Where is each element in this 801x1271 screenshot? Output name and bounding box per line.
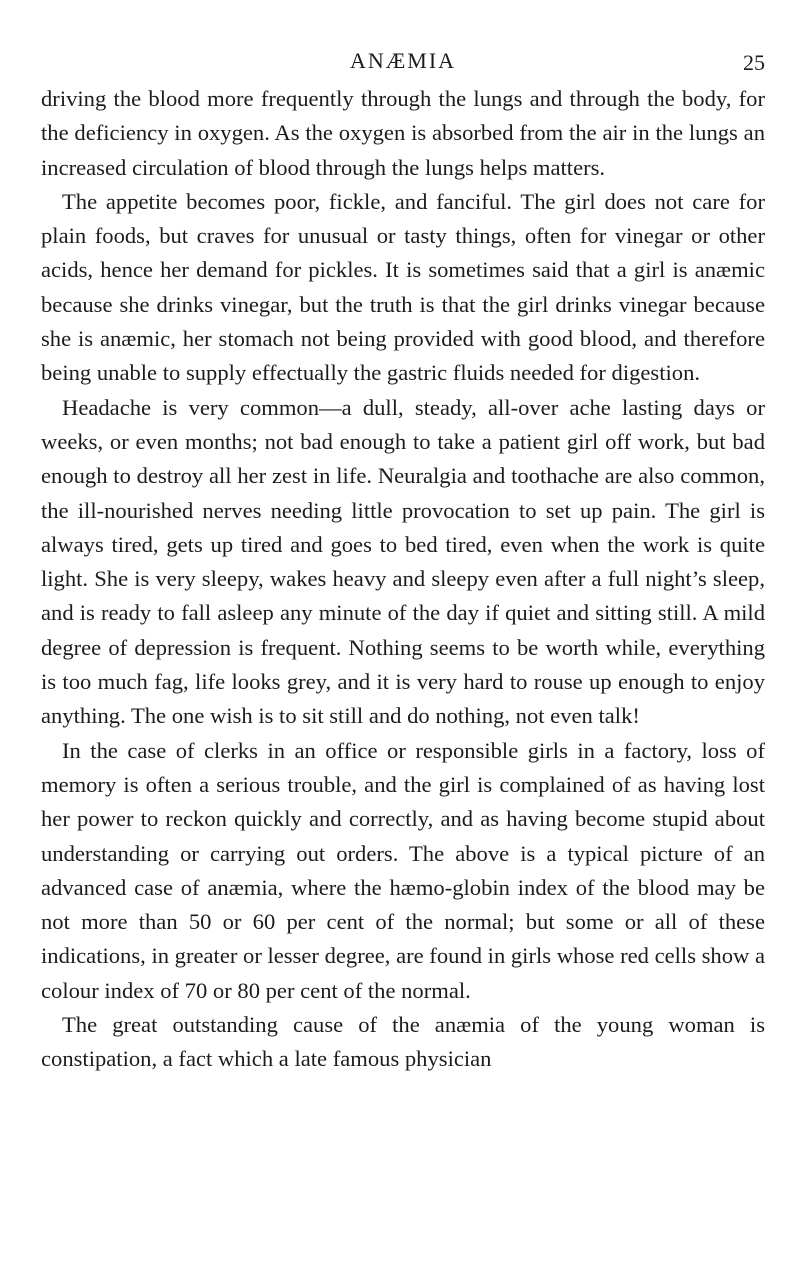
paragraph-memory: In the case of clerks in an office or responsible girls in a factory, loss of memory is often a serious trouble, and the girl is complained of as having lost her power to reckon quickly and correctly, and as having become stupid about understanding or carrying out orders. The above is a typical picture of an advanced case of anæmia, where the hæmo-globin index of the blood may be not more than 50 or 60 per cent of the normal; but some or all of these indications, in greater or lesser degree, are found in girls whose red cells show a colour index of 70 or 80 per cent of the normal.: [41, 737, 766, 1003]
paragraph-continued: driving the blood more frequently through the lungs and through the body, for the deficiency in oxygen. As the oxygen is absorbed from the air in the lungs an increased circulation of blood through the lungs helps matters.: [41, 86, 765, 180]
book-page: [41, 42, 765, 1077]
paragraph-appetite: The appetite becomes poor, fickle, and fanciful. The girl does not care for plain foods, but craves for unusual or tasty things, often for vinegar or other acids, hence her demand for pickles. It is sometimes said that a girl is anæmic because she drinks vinegar, but the truth is that the girl drinks vinegar because she is anæmic, her stomach not being provided with good blood, and therefore being unable to supply effectually the gastric fluids needed for digestion.: [41, 188, 765, 386]
running-title: ANÆMIA: [349, 48, 457, 73]
paragraph-headache: Headache is very common—a dull, steady, all-over ache lasting days or weeks, or even months; not bad enough to take a patient girl off work, but bad enough to destroy all her zest in life. Neuralgia and toothache are also common, the ill-nourished nerves needing little provocation to set up pain. The girl is always tired, gets up tired and goes to bed tired, even when the work is quite light. She is very sleepy, wakes heavy and sleepy even after a full night’s sleep, and is ready to fall asleep any minute of the day if quiet and sitting still. A mild degree of depression is frequent. Nothing seems to be worth while, everything is too much fag, life looks grey, and it is very hard to rouse up enough to enjoy anything. The one wish is to sit still and do nothing, not even talk!: [41, 394, 765, 729]
page-number: 25: [743, 50, 765, 75]
body-text: [41, 82, 765, 1077]
running-head: [41, 42, 765, 82]
paragraph-constipation: The great outstanding cause of the anæmia of the young woman is constipation, a fact which a late famous physician: [41, 1012, 765, 1072]
